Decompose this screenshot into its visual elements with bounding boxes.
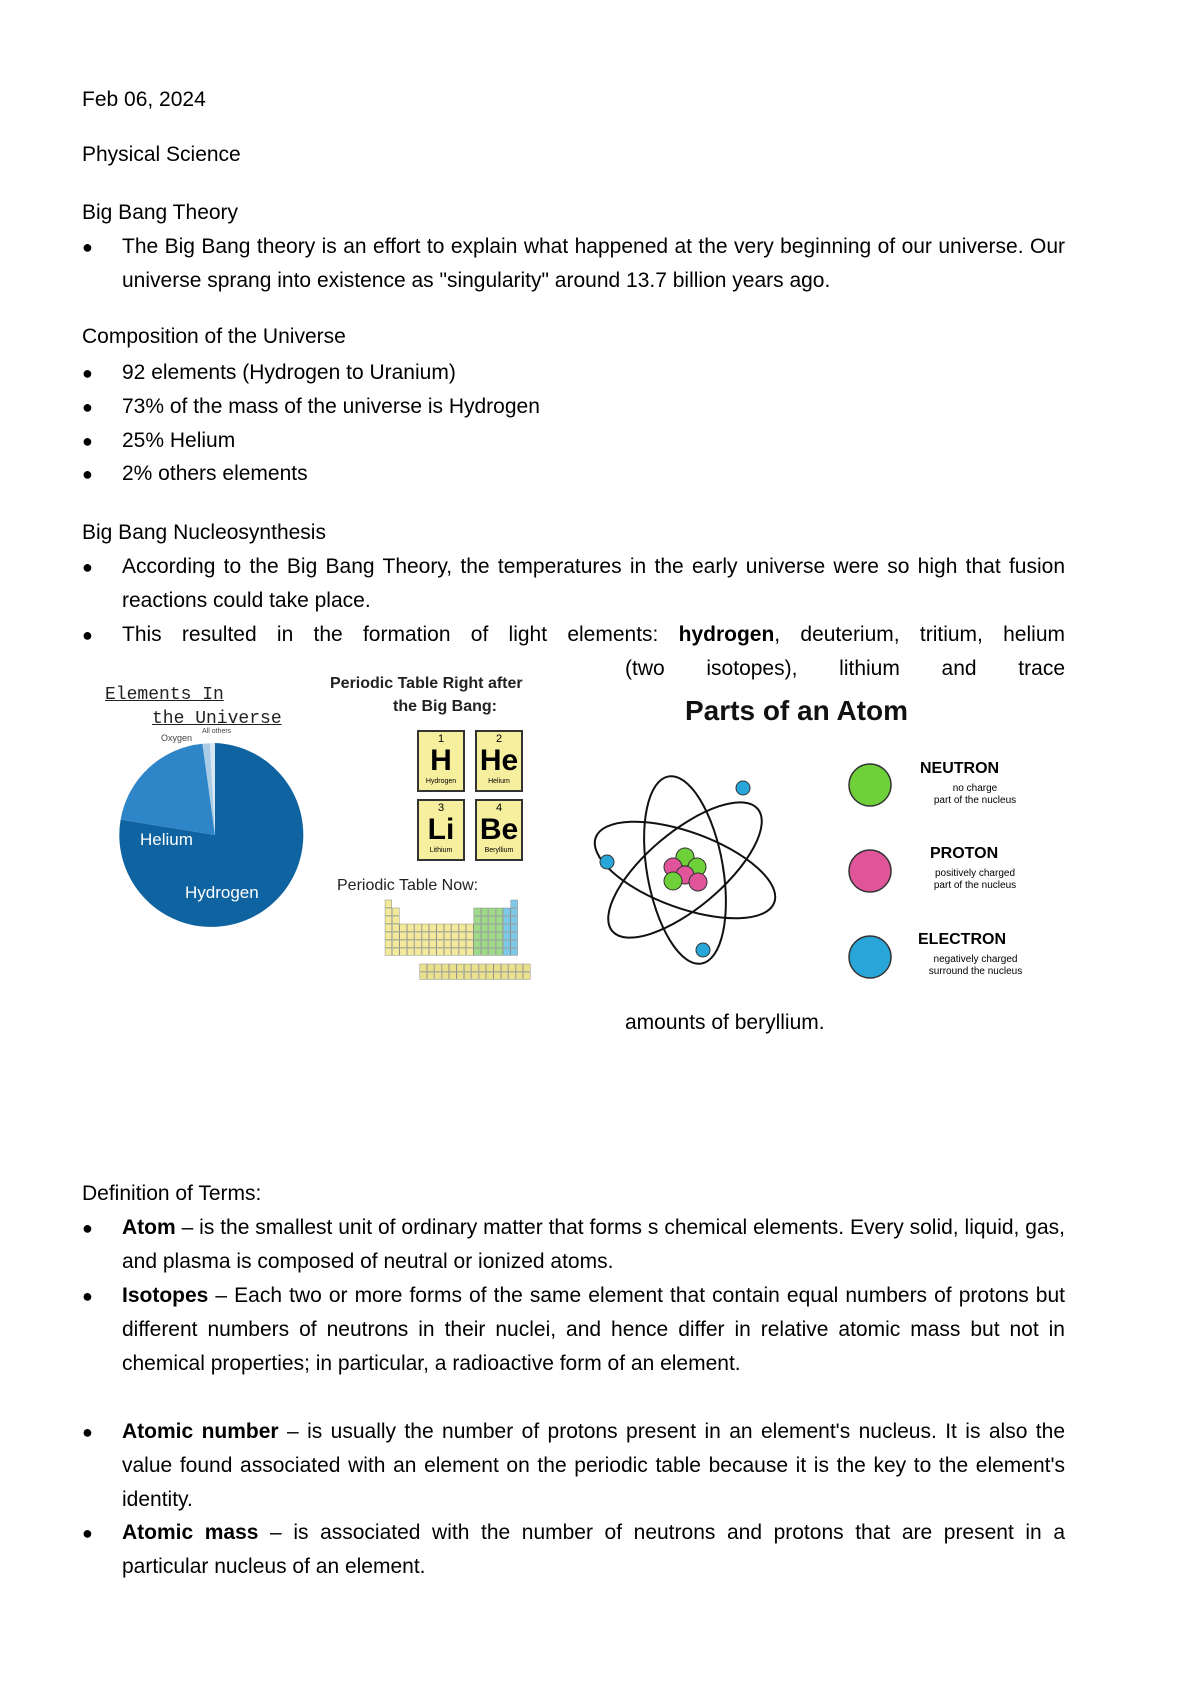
periodic-cell <box>407 924 414 931</box>
periodic-cell <box>459 940 466 947</box>
periodic-cell <box>429 940 436 947</box>
periodic-cell <box>385 948 392 955</box>
periodic-cell <box>496 924 503 931</box>
periodic-cell <box>435 964 442 971</box>
modern-periodic-table-graphic <box>385 900 545 1010</box>
periodic-cell <box>422 948 429 955</box>
definition-atom: Atom – is the smallest unit of ordinary matter that forms s chemical elements. Every solid, liquid, gas, and plasma is composed of neutral or ionized atoms. <box>122 1216 1065 1273</box>
periodic-cell <box>452 948 459 955</box>
periodic-cell <box>511 900 518 907</box>
periodic-cell <box>449 972 456 979</box>
periodic-cell <box>437 932 444 939</box>
periodic-cell <box>503 932 510 939</box>
helium-slice <box>121 744 215 835</box>
periodic-cell <box>481 948 488 955</box>
bullet-dot: ● <box>82 363 93 383</box>
nucleosynthesis-paragraph-2-line2: (two isotopes), lithium and trace <box>625 657 1065 680</box>
neutron-legend-icon <box>840 755 900 815</box>
periodic-cell <box>516 972 523 979</box>
periodic-cell <box>400 940 407 947</box>
pie-chart <box>100 728 320 975</box>
electron-desc: negatively charged surround the nucleus <box>928 954 1023 977</box>
periodic-cell <box>407 940 414 947</box>
periodic-cell <box>489 924 496 931</box>
periodic-cell <box>385 908 392 915</box>
list-item: 2% others elements <box>122 462 308 485</box>
periodic-cell <box>415 948 422 955</box>
others-label: All others <box>202 728 232 735</box>
periodic-cell <box>501 972 508 979</box>
periodic-cell <box>511 932 518 939</box>
elements-in-universe-figure <box>100 685 320 975</box>
heading-nucleosynthesis: Big Bang Nucleosynthesis <box>82 521 326 544</box>
heading-composition: Composition of the Universe <box>82 325 346 348</box>
periodic-cell <box>392 932 399 939</box>
electron-label: ELECTRON <box>918 931 1006 948</box>
big-bang-paragraph: The Big Bang theory is an effort to explain what happened at the very beginning of our universe. Our universe sprang into existence as "singularity" around 13.7 billion years ago. <box>122 235 1065 292</box>
neutron-desc: no charge part of the nucleus <box>933 783 1017 806</box>
bullet-dot: ● <box>82 1523 93 1543</box>
periodic-cell <box>385 940 392 947</box>
electron-particle <box>600 855 614 869</box>
pie-title-line2: the Universe <box>152 709 282 729</box>
periodic-table-figure <box>325 675 550 1010</box>
bullet-dot: ● <box>82 1218 93 1238</box>
bullet-dot: ● <box>82 1286 93 1306</box>
periodic-cell <box>511 916 518 923</box>
nucleosynthesis-paragraph-2-line1: This resulted in the formation of light elements: hydrogen, deuterium, tritium, helium <box>122 623 1065 646</box>
periodic-cell <box>474 948 481 955</box>
periodic-cell <box>472 964 479 971</box>
neutron-swatch <box>849 764 891 806</box>
periodic-cell <box>442 972 449 979</box>
periodic-cell <box>474 940 481 947</box>
periodic-cell <box>429 948 436 955</box>
periodic-cell <box>422 940 429 947</box>
periodic-cell <box>407 932 414 939</box>
periodic-cell <box>466 932 473 939</box>
bullet-dot: ● <box>82 431 93 451</box>
bullet-dot: ● <box>82 397 93 417</box>
bullet-dot: ● <box>82 237 93 257</box>
date: Feb 06, 2024 <box>82 88 206 111</box>
list-item: 73% of the mass of the universe is Hydrogen <box>122 395 540 418</box>
periodic-cell <box>444 940 451 947</box>
periodic-cell <box>422 924 429 931</box>
periodic-cell <box>392 924 399 931</box>
periodic-cell <box>474 924 481 931</box>
periodic-cell <box>486 972 493 979</box>
nucleosynthesis-paragraph-2-line3: amounts of beryllium. <box>625 1011 825 1034</box>
periodic-cell <box>444 924 451 931</box>
periodic-cell <box>496 916 503 923</box>
periodic-cell <box>472 972 479 979</box>
periodic-cell <box>415 924 422 931</box>
atom-title: Parts of an Atom <box>685 695 908 726</box>
bullet-dot: ● <box>82 557 93 577</box>
periodic-title-line1: Periodic Table Right after <box>330 675 523 692</box>
periodic-cell <box>496 948 503 955</box>
parts-of-an-atom-figure <box>585 695 1035 995</box>
periodic-cell <box>400 948 407 955</box>
periodic-cell <box>437 948 444 955</box>
periodic-cell <box>489 948 496 955</box>
periodic-cell <box>459 948 466 955</box>
proton-legend-icon <box>840 841 900 901</box>
periodic-cell <box>452 940 459 947</box>
periodic-cell <box>481 932 488 939</box>
definition-isotopes: Isotopes – Each two or more forms of the same element that contain equal numbers of protons but different numbers of neutrons in their nuclei, and hence differ in relative atomic mass but not in chemical properties; in particular, a radioactive form of an element. <box>122 1284 1065 1375</box>
periodic-cell <box>496 940 503 947</box>
nucleosynthesis-paragraph-1: According to the Big Bang Theory, the temperatures in the early universe were so high that fusion reactions could take place. <box>122 555 1065 612</box>
periodic-cell <box>385 924 392 931</box>
periodic-cell <box>479 972 486 979</box>
periodic-cell <box>392 940 399 947</box>
periodic-cell <box>449 964 456 971</box>
periodic-cell <box>511 924 518 931</box>
element-tile-hydrogen: 1 H Hydrogen <box>417 730 465 792</box>
periodic-cell <box>511 940 518 947</box>
helium-label: Helium <box>140 830 193 849</box>
periodic-cell <box>494 972 501 979</box>
definition-atomic-number: Atomic number – is usually the number of protons present in an element's nucleus. It is also the value found associated with an element on the periodic table because it is the key to the element's identity. <box>122 1420 1065 1511</box>
bullet-dot: ● <box>82 625 93 645</box>
neutron-label: NEUTRON <box>920 760 1000 777</box>
periodic-cell <box>444 948 451 955</box>
periodic-cell <box>435 972 442 979</box>
periodic-cell <box>420 972 427 979</box>
proton-label: PROTON <box>930 845 999 862</box>
periodic-cell <box>511 908 518 915</box>
periodic-cell <box>466 924 473 931</box>
nucleus-neutron <box>664 872 682 890</box>
periodic-cell <box>501 964 508 971</box>
periodic-cell <box>427 964 434 971</box>
periodic-cell <box>489 940 496 947</box>
element-tile-lithium: 3 Li Lithium <box>417 799 465 861</box>
periodic-cell <box>503 908 510 915</box>
periodic-cell <box>523 972 530 979</box>
periodic-cell <box>415 932 422 939</box>
periodic-cell <box>503 916 510 923</box>
periodic-cell <box>494 964 501 971</box>
periodic-cell <box>442 964 449 971</box>
subject-title: Physical Science <box>82 143 241 166</box>
periodic-cell <box>481 940 488 947</box>
element-tile-beryllium: 4 Be Beryllium <box>475 799 523 861</box>
periodic-cell <box>452 924 459 931</box>
periodic-cell <box>437 924 444 931</box>
periodic-cell <box>457 964 464 971</box>
periodic-cell <box>481 916 488 923</box>
periodic-cell <box>481 908 488 915</box>
periodic-cell <box>489 932 496 939</box>
periodic-cell <box>459 924 466 931</box>
definition-atomic-mass: Atomic mass – is associated with the number of neutrons and protons that are present in a particular nucleus of an element. <box>122 1521 1065 1578</box>
pie-title-line1: Elements In <box>105 685 224 705</box>
periodic-cell <box>444 932 451 939</box>
periodic-cell <box>400 932 407 939</box>
periodic-cell <box>385 900 392 907</box>
periodic-cell <box>479 964 486 971</box>
periodic-cell <box>466 948 473 955</box>
periodic-cell <box>427 972 434 979</box>
periodic-cell <box>437 940 444 947</box>
periodic-cell <box>420 964 427 971</box>
periodic-cell <box>503 924 510 931</box>
periodic-cell <box>496 908 503 915</box>
periodic-cell <box>474 932 481 939</box>
periodic-cell <box>516 964 523 971</box>
periodic-cell <box>503 940 510 947</box>
periodic-now-label: Periodic Table Now: <box>337 877 479 894</box>
periodic-cell <box>489 916 496 923</box>
proton-swatch <box>849 850 891 892</box>
periodic-cell <box>511 948 518 955</box>
heading-definitions: Definition of Terms: <box>82 1182 262 1205</box>
periodic-cell <box>457 972 464 979</box>
list-item: 92 elements (Hydrogen to Uranium) <box>122 361 456 384</box>
periodic-cell <box>385 932 392 939</box>
periodic-cell <box>489 908 496 915</box>
periodic-cell <box>486 964 493 971</box>
periodic-cell <box>509 972 516 979</box>
periodic-cell <box>429 932 436 939</box>
electron-legend-icon <box>840 927 900 987</box>
periodic-cell <box>459 932 466 939</box>
periodic-cell <box>400 924 407 931</box>
bullet-dot: ● <box>82 464 93 484</box>
periodic-cell <box>392 948 399 955</box>
oxygen-label: Oxygen <box>161 733 193 743</box>
periodic-cell <box>481 924 488 931</box>
periodic-cell <box>392 916 399 923</box>
periodic-cell <box>496 932 503 939</box>
periodic-cell <box>407 948 414 955</box>
list-item: 25% Helium <box>122 429 236 452</box>
electron-particle <box>736 781 750 795</box>
periodic-cell <box>509 964 516 971</box>
periodic-cell <box>392 908 399 915</box>
periodic-cell <box>452 932 459 939</box>
electron-particle <box>696 943 710 957</box>
periodic-cell <box>466 940 473 947</box>
periodic-cell <box>503 948 510 955</box>
element-tile-helium: 2 He Helium <box>475 730 523 792</box>
atom-diagram <box>585 755 785 985</box>
nucleus-proton <box>689 873 707 891</box>
periodic-cell <box>385 916 392 923</box>
electron-swatch <box>849 936 891 978</box>
periodic-cell <box>474 908 481 915</box>
periodic-cell <box>415 940 422 947</box>
periodic-cell <box>464 964 471 971</box>
bullet-dot: ● <box>82 1422 93 1442</box>
periodic-cell <box>523 964 530 971</box>
hydrogen-label: Hydrogen <box>185 883 259 902</box>
proton-desc: positively charged part of the nucleus <box>933 868 1017 891</box>
periodic-cell <box>464 972 471 979</box>
periodic-cell <box>474 916 481 923</box>
heading-big-bang-theory: Big Bang Theory <box>82 201 239 224</box>
periodic-cell <box>422 932 429 939</box>
periodic-title-line2: the Big Bang: <box>393 698 497 715</box>
periodic-cell <box>429 924 436 931</box>
